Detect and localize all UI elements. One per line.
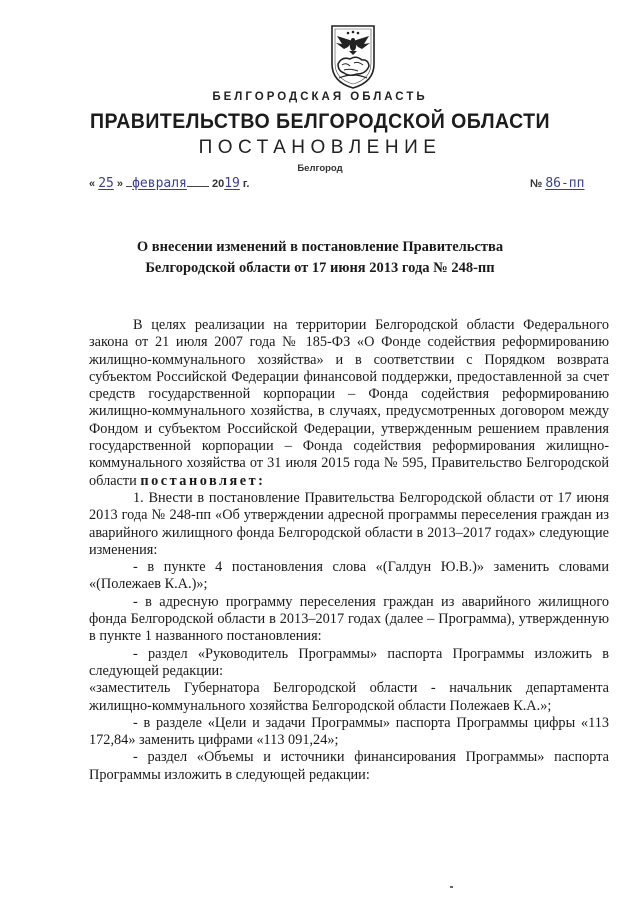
date-quote-close: »	[116, 178, 124, 190]
date-year-prefix: 20	[211, 178, 225, 190]
document-title	[0, 237, 640, 279]
document-type: ПОСТАНОВЛЕНИЕ	[198, 137, 442, 158]
document-body	[89, 317, 609, 784]
region-name: БЕЛГОРОДСКАЯ ОБЛАСТЬ	[212, 91, 428, 103]
resolves-colon: :	[258, 472, 266, 489]
city-name: Белгород	[297, 163, 343, 174]
date-year-mark: г.	[242, 178, 250, 190]
paragraph-preamble	[89, 317, 609, 490]
paragraph-change-3: - раздел «Руководитель Программы» паспорта Программы изложить в следующей редакции:	[89, 645, 609, 679]
paragraph-item-1: 1. Внести в постановление Правительства Белгородской области от 17 июня 2013 года № 248-пп «Об утверждении адресной программы переселения граждан из аварийного жилищного фонда Белгородской области в 2013–2017 годах» следующие изменения:	[89, 489, 609, 558]
date-year-suffix: 19	[224, 176, 240, 191]
date-month: февраля	[132, 176, 187, 191]
document-number	[530, 176, 584, 191]
number-label: №	[530, 178, 543, 190]
title-line-1: О внесении изменений в постановление Правительства	[136, 239, 504, 255]
date-quote-open: «	[89, 178, 96, 190]
paragraph-change-1: - в пункте 4 постановления слова «(Галдун Ю.В.)» заменить словами «(Полежаев К.А.)»;	[89, 559, 609, 593]
document-date	[89, 176, 249, 191]
paragraph-quote: «заместитель Губернатора Белгородской области - начальник департамента жилищно-коммунального хозяйства Белгородской области Полежаев К.А.»;	[89, 680, 609, 714]
paragraph-change-4: - в разделе «Цели и задачи Программы» паспорта Программы цифры «113 172,84» заменить цифрами «113 091,24»;	[89, 714, 609, 749]
number-value: 86-пп	[545, 176, 585, 191]
coat-of-arms-icon	[330, 24, 376, 90]
preamble-text: В целях реализации на территории Белгородской области Федерального закона от 21 июля 2007 года № 185-ФЗ «О Фонде содействия реформированию жилищно-коммунального хозяйства» и в соответствии с Порядком возврата субъектом Российской Федерации финансовой поддержки, предоставленной за счет средств государственной корпорации – Фонда содействия реформированию жилищно-коммунального хозяйства, в случаях, предусмотренных договором между Фондом и субъектом Российской Федерации, утвержденным решением правления государственной корпорации – Фонда содействия реформирования жилищно-коммунального хозяйства от 31 июля 2015 года № 595, Правительство Белгородской области	[89, 317, 609, 489]
date-day: 25	[98, 176, 114, 191]
paragraph-change-5: - раздел «Объемы и источники финансирования Программы» паспорта Программы изложить в следующей редакции:	[89, 749, 609, 783]
scan-speck	[450, 886, 453, 888]
paragraph-change-2: - в адресную программу переселения граждан из аварийного жилищного фонда Белгородской области в 2013–2017 годах (далее – Программа), утвержденную в пункте 1 названного постановления:	[89, 593, 609, 645]
resolves-keyword: постановляет	[140, 472, 259, 489]
government-name: ПРАВИТЕЛЬСТВО БЕЛГОРОДСКОЙ ОБЛАСТИ	[89, 110, 551, 133]
title-line-2: Белгородской области от 17 июня 2013 года № 248-пп	[145, 260, 495, 276]
